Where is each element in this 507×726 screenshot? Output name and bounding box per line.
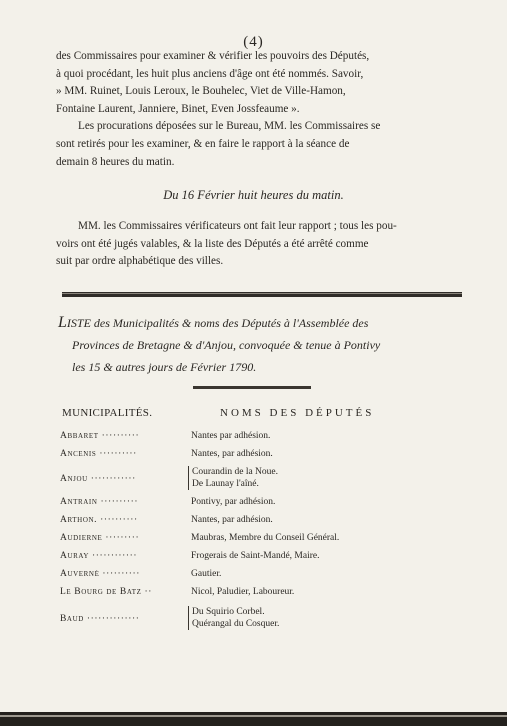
- intro-paragraph: [56, 48, 464, 171]
- text-line: » MM. Ruinet, Louis Leroux, le Bouhelec, Viet de Ville-Hamon,: [56, 85, 346, 98]
- municipality-name: Ancenis ··········: [60, 449, 137, 459]
- list-item: [60, 586, 480, 606]
- municipality-name: Abbaret ··········: [60, 431, 140, 441]
- deputy-names: Nantes, par adhésion.: [191, 449, 273, 459]
- deputy-names: Du Squirio Corbel. Quérangal du Cosquer.: [188, 606, 279, 630]
- text-line: à quoi procédant, les huit plus anciens d'âge ont été nommés. Savoir,: [56, 67, 364, 80]
- municipality-name: Baud ··············: [60, 614, 140, 624]
- list-item: [60, 448, 480, 466]
- list-item: [60, 466, 480, 496]
- deputies-list: [60, 430, 480, 636]
- column-header-deputes: NOMS DES DÉPUTÉS: [220, 407, 375, 419]
- deputy-names: Gautier.: [191, 569, 222, 579]
- municipality-name: Le Bourg de Batz ··: [60, 587, 152, 597]
- heading-line: les 15 & autres jours de Février 1790.: [72, 360, 257, 374]
- deputy-names: Courandin de la Noue. De Launay l'aîné.: [188, 466, 278, 490]
- text-line: voirs ont été jugés valables, & la liste des Députés a été arrêté comme: [56, 237, 369, 250]
- text-line: MM. les Commissaires vérificateurs ont fait leur rapport ; tous les pou-: [78, 220, 397, 232]
- report-paragraph: [56, 218, 464, 271]
- heading-line: ISTE des Municipalités & noms des Députés à l'Assemblée des: [66, 316, 369, 330]
- text-line: Les procurations déposées sur le Bureau, MM. les Commissaires se: [78, 120, 381, 133]
- ornament-rule: [193, 386, 311, 389]
- list-item: [60, 606, 480, 636]
- deputy-names: Maubras, Membre du Conseil Général.: [191, 533, 340, 543]
- liste-heading: [58, 312, 468, 378]
- list-item: [60, 550, 480, 568]
- drop-capital: L: [58, 314, 67, 331]
- text-line: Fontaine Laurent, Janniere, Binet, Even Jossfeaume ».: [56, 102, 300, 115]
- list-item: [60, 430, 480, 448]
- text-line: sont retirés pour les examiner, & en faire le rapport à la séance de: [56, 137, 350, 150]
- municipality-name: Audierne ·········: [60, 533, 140, 543]
- page-edge-band: [0, 712, 507, 726]
- deputy-names: Pontivy, par adhésion.: [191, 497, 276, 507]
- deputy-names: Nantes, par adhésion.: [191, 515, 273, 525]
- column-header-municipalites: MUNICIPALITÉS.: [62, 407, 153, 419]
- deputy-names: Frogerais de Saint-Mandé, Maire.: [191, 551, 320, 561]
- municipality-name: Anjou ············: [60, 474, 136, 484]
- list-item: [60, 568, 480, 586]
- text-line: des Commissaires pour examiner & vérifier les pouvoirs des Députés,: [56, 50, 370, 62]
- text-line: demain 8 heures du matin.: [56, 155, 175, 168]
- text-line: suit par ordre alphabétique des villes.: [56, 255, 224, 268]
- municipality-name: Arthon. ··········: [60, 515, 138, 525]
- list-item: [60, 514, 480, 532]
- municipality-name: Antrain ··········: [60, 497, 139, 507]
- section-divider: [62, 292, 462, 297]
- page-number: (4): [243, 34, 264, 50]
- deputy-names: Nantes par adhésion.: [191, 431, 271, 441]
- list-item: [60, 532, 480, 550]
- list-item: [60, 496, 480, 514]
- municipality-name: Auvernė ··········: [60, 569, 141, 579]
- date-heading: Du 16 Février huit heures du matin.: [163, 188, 344, 202]
- deputy-names: Nicol, Paludier, Laboureur.: [191, 587, 295, 597]
- municipality-name: Auray ············: [60, 551, 138, 561]
- heading-line: Provinces de Bretagne & d'Anjou, convoquée & tenue à Pontivy: [72, 338, 381, 352]
